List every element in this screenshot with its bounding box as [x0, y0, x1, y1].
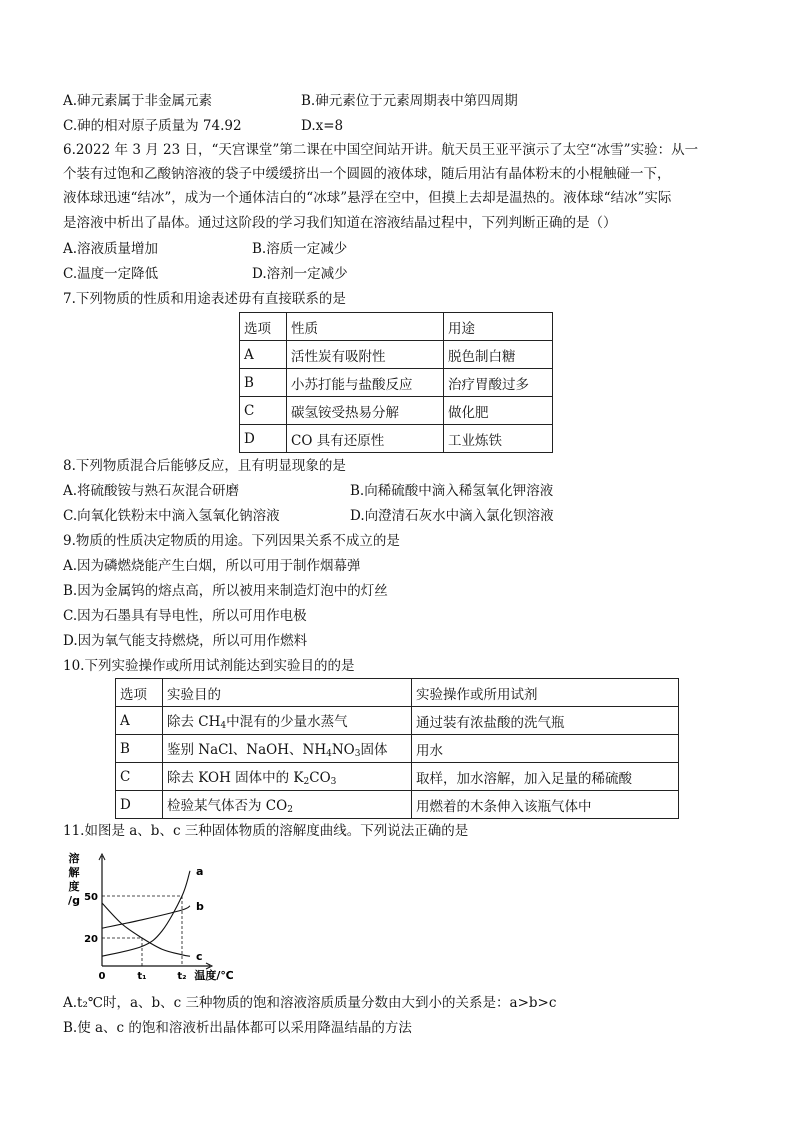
q11-option-a: A.t₂℃时，a、b、c 三种物质的饱和溶液溶质质量分数由大到小的关系是：a>b>c — [63, 995, 557, 1011]
table-row — [240, 397, 553, 425]
table-cell: B — [240, 369, 287, 397]
q10-table — [115, 678, 679, 819]
table-cell: 除去 $CH_4$中混有的少量水蒸气 — [163, 707, 412, 735]
table-cell: 工业炼铁 — [444, 425, 553, 453]
table-header-row — [116, 679, 679, 707]
q10-header-goal: 实验目的 — [163, 679, 412, 707]
table-cell: A — [240, 341, 287, 369]
table-cell: 用燃着的木条伸入该瓶气体中 — [412, 791, 679, 819]
q5-option-c: C.砷的相对原子质量为 74.92 — [63, 118, 242, 134]
q9-option-b: B.因为金属钨的熔点高，所以被用来制造灯泡中的灯丝 — [63, 583, 388, 599]
curve-a — [102, 871, 190, 956]
y-tick-label: 20 — [84, 934, 98, 945]
table-cell: D — [240, 425, 287, 453]
table-header-row — [240, 313, 553, 341]
q11-option-b: B.使 a、c 的饱和溶液析出晶体都可以采用降温结晶的方法 — [63, 1020, 412, 1036]
q6-stem-line2: 个装有过饱和乙酸钠溶液的袋子中缓缓挤出一个圆圆的液体球，随后用沾有晶体粉末的小棍触碰一下， — [63, 166, 671, 182]
table-cell: 用水 — [412, 735, 679, 763]
q6-stem-line3: 液体球迅速“结冰”，成为一个通体洁白的“冰球”悬浮在空中，但摸上去却是温热的。液体球“结冰”实际 — [63, 190, 672, 206]
q7-table — [239, 312, 553, 453]
y-axis-label: 溶 — [68, 852, 80, 865]
y-axis-label: /g — [68, 894, 80, 907]
curve-label-b: b — [196, 899, 204, 913]
x-tick-label: 0 — [98, 971, 106, 982]
q7-header-option: 选项 — [240, 313, 287, 341]
q8-stem: 8.下列物质混合后能够反应，且有明显现象的是 — [63, 458, 346, 474]
q6-option-d: D.溶剂一定减少 — [252, 266, 348, 282]
q9-stem: 9.物质的性质决定物质的用途。下列因果关系不成立的是 — [63, 533, 400, 549]
q9-option-c: C.因为石墨具有导电性，所以可用作电极 — [63, 608, 307, 624]
table-cell: C — [116, 763, 163, 791]
q7-stem: 7.下列物质的性质和用途表述毋有直接联系的是 — [63, 291, 346, 307]
q5-option-b: B.砷元素位于元素周期表中第四周期 — [301, 93, 518, 109]
q10-header-method: 实验操作或所用试剂 — [412, 679, 679, 707]
x-axis-label: 温度/℃ — [194, 969, 234, 982]
table-cell: 活性炭有吸附性 — [287, 341, 444, 369]
q10-header-option: 选项 — [116, 679, 163, 707]
table-row — [116, 707, 679, 735]
table-cell: 检验某气体否为 $CO_2$ — [163, 791, 412, 819]
table-cell: 治疗胃酸过多 — [444, 369, 553, 397]
q7-header-property: 性质 — [287, 313, 444, 341]
table-row — [116, 763, 679, 791]
y-tick-label: 50 — [84, 892, 98, 903]
table-cell: D — [116, 791, 163, 819]
table-row — [116, 735, 679, 763]
q5-option-d: D.x=8 — [301, 118, 344, 134]
x-tick-label: t₂ — [177, 971, 187, 982]
table-cell: B — [116, 735, 163, 763]
solubility-chart — [60, 848, 250, 988]
q8-option-c: C.向氧化铁粉末中滴入氢氧化钠溶液 — [63, 508, 280, 524]
table-row — [240, 425, 553, 453]
table-cell: C — [240, 397, 287, 425]
q6-option-b: B.溶质一定减少 — [252, 241, 348, 257]
q6-stem-line1: 6.2022 年 3 月 23 日，“天宫课堂”第二课在中国空间站开讲。航天员王亚平演示了太空“冰雪”实验：从一 — [63, 142, 699, 158]
table-cell: 做化肥 — [444, 397, 553, 425]
q9-option-a: A.因为磷燃烧能产生白烟，所以可用于制作烟幕弹 — [63, 558, 361, 574]
q8-option-a: A.将硫酸铵与熟石灰混合研磨 — [63, 483, 240, 499]
curve-label-a: a — [196, 864, 204, 878]
x-tick-label: t₁ — [137, 971, 147, 982]
q5-option-a: A.砷元素属于非金属元素 — [63, 93, 213, 109]
q6-option-a: A.溶液质量增加 — [63, 241, 159, 257]
table-cell: 小苏打能与盐酸反应 — [287, 369, 444, 397]
table-cell: A — [116, 707, 163, 735]
q9-option-d: D.因为氧气能支持燃烧，所以可用作燃料 — [63, 633, 308, 649]
curve-label-c: c — [196, 950, 203, 964]
table-row — [240, 369, 553, 397]
y-axis-label: 度 — [68, 880, 80, 893]
q10-stem: 10.下列实验操作或所用试剂能达到实验目的的是 — [63, 658, 355, 674]
chart-plot-area — [68, 851, 234, 982]
table-cell: 碳氢铵受热易分解 — [287, 397, 444, 425]
table-cell: CO 具有还原性 — [287, 425, 444, 453]
table-cell: 脱色制白糖 — [444, 341, 553, 369]
q11-stem: 11.如图是 a、b、c 三种固体物质的溶解度曲线。下列说法正确的是 — [63, 823, 469, 839]
table-row — [240, 341, 553, 369]
q8-option-b: B.向稀硫酸中滴入稀氢氧化钾溶液 — [350, 483, 554, 499]
y-axis-label: 解 — [68, 866, 80, 879]
table-cell: 鉴别 NaCl、NaOH、$NH_4NO_3$固体 — [163, 735, 412, 763]
table-cell: 除去 KOH 固体中的 $K_2CO_3$ — [163, 763, 412, 791]
q6-stem-line4: 是溶液中析出了晶体。通过这阶段的学习我们知道在溶液结晶过程中，下列判断正确的是（） — [63, 215, 617, 231]
table-cell: 取样，加水溶解，加入足量的稀硫酸 — [412, 763, 679, 791]
table-cell: 通过装有浓盐酸的洗气瓶 — [412, 707, 679, 735]
q6-option-c: C.温度一定降低 — [63, 266, 159, 282]
table-row — [116, 791, 679, 819]
q7-header-use: 用途 — [444, 313, 553, 341]
q8-option-d: D.向澄清石灰水中滴入氯化钡溶液 — [350, 508, 554, 524]
